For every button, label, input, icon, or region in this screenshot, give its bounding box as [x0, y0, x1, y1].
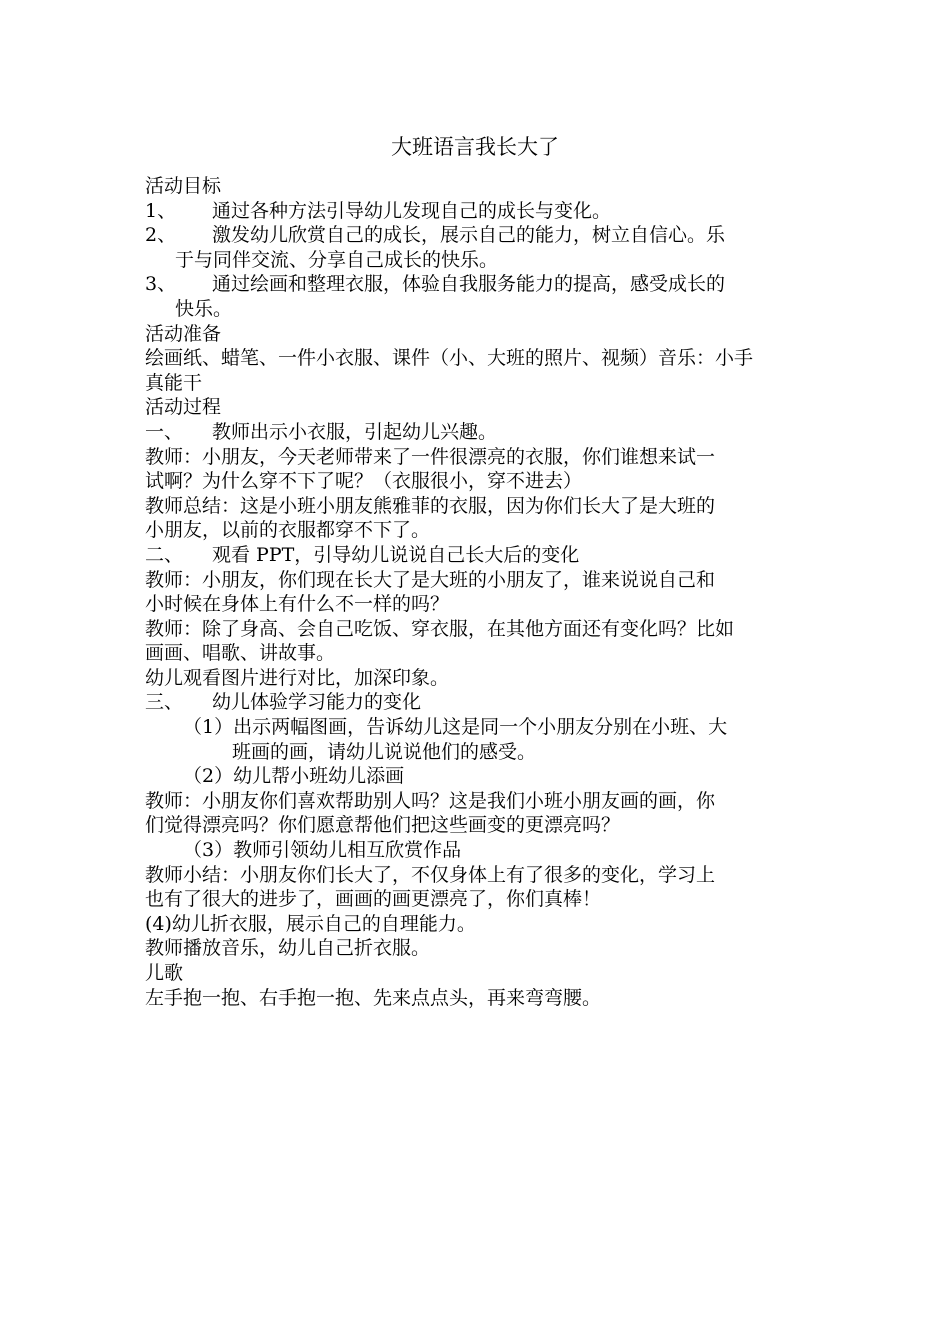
step-number: 二、: [145, 543, 184, 566]
step-item-2: [145, 543, 807, 568]
paragraph: 教师总结：这是小班小朋友熊雅菲的衣服，因为你们长大了是大班的: [145, 494, 716, 517]
song-heading: 儿歌: [145, 962, 184, 984]
paragraph-continued: 也有了很大的进步了，画画的画更漂亮了，你们真棒！: [145, 888, 602, 911]
song-text: 左手抱一抱、右手抱一抱、先来点点头，再来弯弯腰。: [145, 986, 602, 1009]
paragraph-continued: 试啊？为什么穿不下了呢？（衣服很小，穿不进去）: [145, 470, 583, 493]
goal-text: 通过各种方法引导幼儿发现自己的成长与变化。: [212, 199, 612, 222]
goal-item-2: [145, 223, 807, 272]
sub-item-3: [145, 838, 807, 863]
goal-number: 1、: [145, 199, 177, 222]
sub-item-2: [145, 764, 807, 789]
step-item-1: [145, 420, 807, 445]
step-number: 三、: [145, 691, 184, 714]
prep-text: 绘画纸、蜡笔、一件小衣服、课件（小、大班的照片、视频）音乐：小手: [145, 347, 754, 370]
paragraph: 教师：小朋友，今天老师带来了一件很漂亮的衣服，你们谁想来试一: [145, 445, 716, 468]
goal-text: 激发幼儿欣赏自己的成长，展示自己的能力，树立自信心。乐: [212, 224, 726, 247]
sub-item-text: （2）幼儿帮小班幼儿添画: [183, 765, 405, 788]
prep-text-continued: 真能干: [145, 371, 203, 394]
sub-item-text-continued: 班画的画，请幼儿说说他们的感受。: [232, 740, 537, 763]
goal-text-continued: 于与同伴交流、分享自己成长的快乐。: [175, 248, 499, 271]
paragraph: (4)幼儿折衣服，展示自己的自理能力。: [145, 912, 476, 935]
sub-item-text: （1）出示两幅图画，告诉幼儿这是同一个小朋友分别在小班、大: [183, 716, 728, 739]
paragraph-continued: 小时候在身体上有什么不一样的吗？: [145, 593, 450, 616]
goal-item-1: [145, 199, 807, 224]
goal-item-3: [145, 272, 807, 321]
goal-number: 3、: [145, 273, 177, 296]
goal-text: 通过绘画和整理衣服，体验自我服务能力的提高，感受成长的: [212, 273, 726, 296]
paragraph: 教师：小朋友你们喜欢帮助别人吗？这是我们小班小朋友画的画，你: [145, 789, 716, 812]
document-body: [145, 174, 807, 1010]
paragraph-continued: 画画、唱歌、讲故事。: [145, 642, 336, 665]
step-text: 教师出示小衣服，引起幼儿兴趣。: [212, 420, 498, 443]
sub-item-text: （3）教师引领幼儿相互欣赏作品: [183, 839, 462, 862]
step-text: 观看 PPT，引导幼儿说说自己长大后的变化: [212, 543, 580, 566]
sub-item-1: [145, 715, 807, 764]
paragraph-continued: 小朋友，以前的衣服都穿不下了。: [145, 519, 431, 542]
prep-heading: 活动准备: [145, 322, 222, 345]
paragraph: 教师小结：小朋友你们长大了，不仅身体上有了很多的变化，学习上: [145, 863, 716, 886]
goal-text-continued: 快乐。: [175, 297, 233, 320]
step-item-3: [145, 690, 807, 715]
paragraph-continued: 们觉得漂亮吗？你们愿意帮他们把这些画变的更漂亮吗？: [145, 814, 621, 837]
process-heading: 活动过程: [145, 396, 222, 419]
paragraph: 教师：除了身高、会自己吃饭、穿衣服，在其他方面还有变化吗？比如: [145, 617, 735, 640]
step-text: 幼儿体验学习能力的变化: [212, 691, 422, 714]
paragraph: 幼儿观看图片进行对比，加深印象。: [145, 666, 450, 689]
goal-number: 2、: [145, 224, 177, 247]
step-number: 一、: [145, 420, 184, 443]
goals-heading: 活动目标: [145, 175, 222, 197]
paragraph: 教师播放音乐，幼儿自己折衣服。: [145, 937, 431, 960]
paragraph: 教师：小朋友，你们现在长大了是大班的小朋友了，谁来说说自己和: [145, 568, 716, 591]
document-title: 大班语言我长大了: [391, 135, 559, 159]
